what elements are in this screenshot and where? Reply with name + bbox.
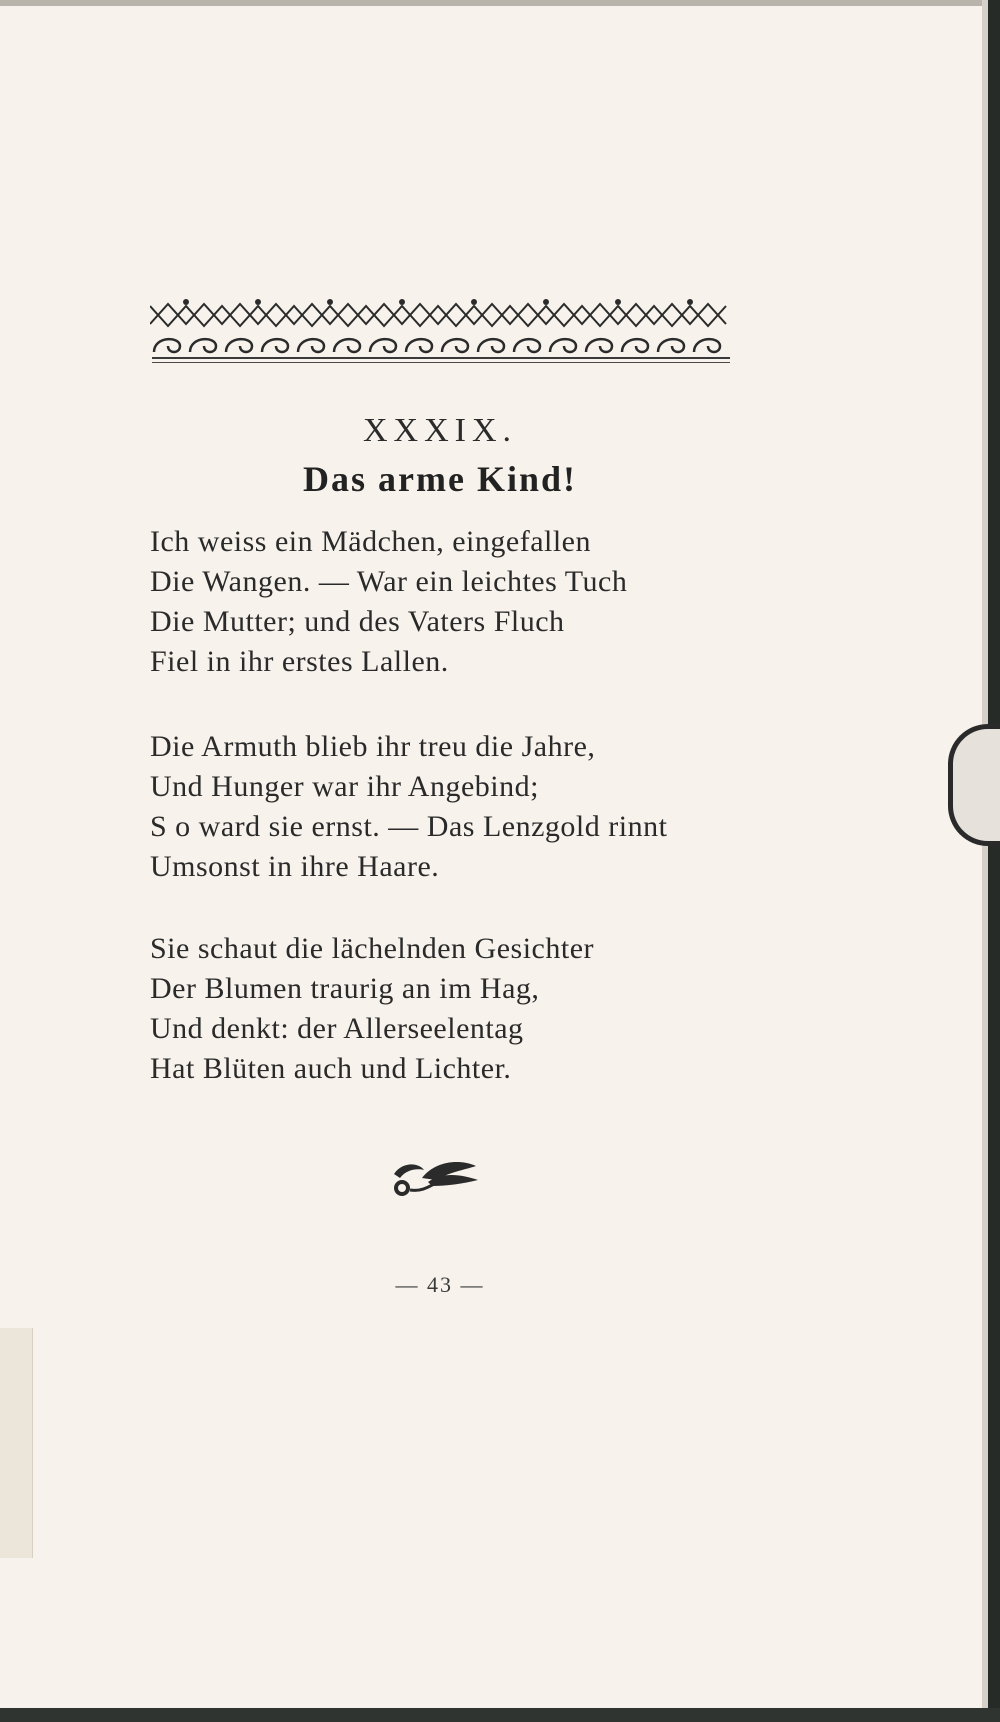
stanza-2	[150, 727, 750, 887]
stanza-3	[150, 929, 750, 1089]
header-rule	[152, 357, 730, 359]
verse-line: Fiel in ihr erstes Lallen.	[150, 645, 449, 678]
verse-line: Sie schaut die lächelnden Gesichter	[150, 932, 595, 965]
header-ornament-icon	[150, 296, 730, 358]
verse-line: Die Wangen. — War ein leichtes Tuch	[150, 565, 628, 598]
page-right-edge	[988, 0, 1000, 1722]
page-clip	[948, 724, 1000, 846]
page-bottom-edge	[0, 1708, 1000, 1722]
verse-line: Und Hunger war ihr Angebind;	[150, 770, 539, 803]
verse-line: Ich weiss ein Mädchen, eingefallen	[150, 525, 591, 558]
fleuron-icon	[388, 1152, 482, 1202]
verse-line: Hat Blüten auch und Lichter.	[150, 1052, 512, 1085]
page-number: — 43 —	[395, 1272, 485, 1297]
header-rule-thin	[152, 362, 730, 363]
poem-title: Das arme Kind!	[303, 459, 577, 499]
library-slip	[0, 1328, 33, 1558]
page-top-edge	[0, 0, 1000, 6]
stanza-1	[150, 522, 750, 682]
verse-line: Und denkt: der Allerseelentag	[150, 1012, 524, 1045]
verse-line: Die Armuth blieb ihr treu die Jahre,	[150, 730, 596, 763]
verse-line: Die Mutter; und des Vaters Fluch	[150, 605, 565, 638]
verse-line: Umsonst in ihre Haare.	[150, 850, 440, 883]
verse-line: S o ward sie ernst. — Das Lenzgold rinnt	[150, 810, 668, 843]
poem-numeral: XXXIX.	[362, 412, 518, 449]
verse-line: Der Blumen traurig an im Hag,	[150, 972, 540, 1005]
